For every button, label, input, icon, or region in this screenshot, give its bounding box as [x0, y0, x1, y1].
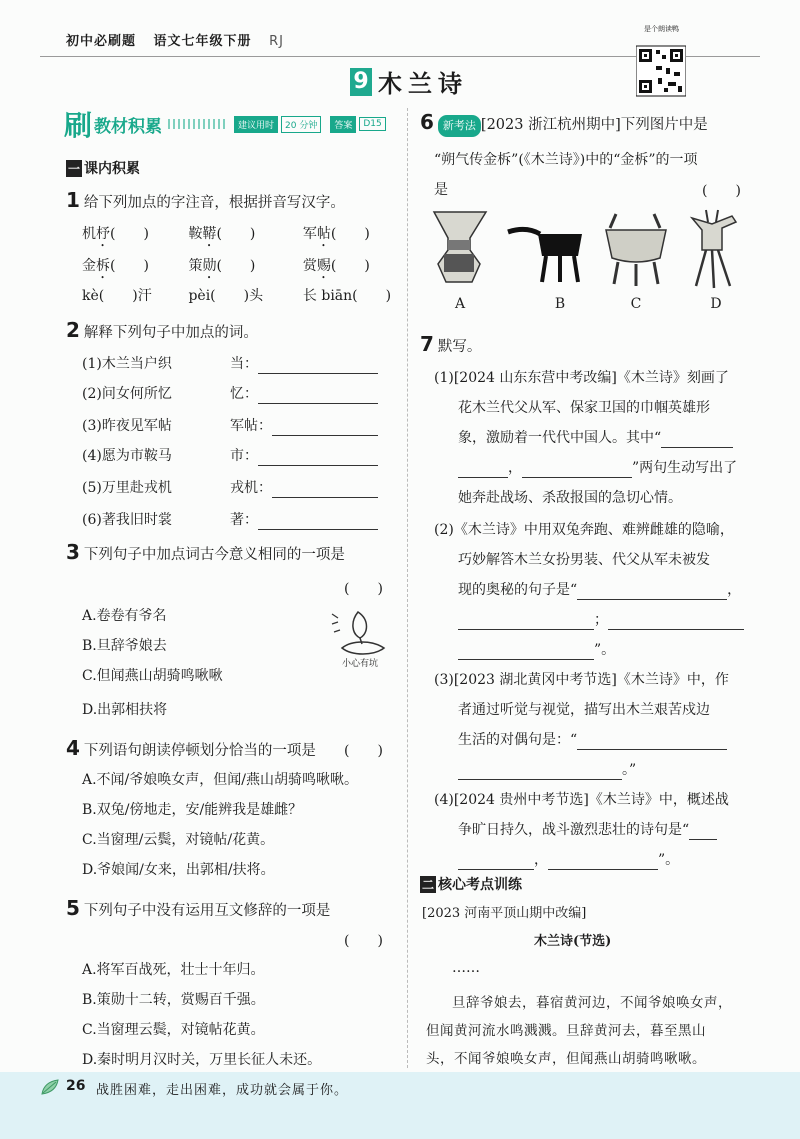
lesson-title	[350, 64, 468, 99]
page-number: 26	[66, 1078, 86, 1094]
q7-line: (1)[2024 山东东营中考改编]《木兰诗》刻画了	[434, 370, 729, 386]
q6-stem-line: 是	[434, 182, 448, 198]
option: A.卷卷有爷名	[82, 608, 167, 624]
answer-blank[interactable]	[577, 733, 727, 750]
option: D.秦时明月汉时关，万里长征人未还。	[82, 1052, 322, 1068]
answer-paren[interactable]: ( )	[344, 743, 383, 759]
answer-blank[interactable]	[577, 583, 727, 600]
image-label: D	[710, 296, 722, 312]
poem-line: 旦辞爷娘去，暮宿黄河边，不闻爷娘唤女声，	[452, 995, 732, 1011]
decorative-dashes	[168, 119, 228, 129]
edition-label: RJ	[269, 34, 284, 49]
q2-item: (4)愿为市鞍马 市：	[82, 446, 378, 466]
vessel-a-icon[interactable]	[434, 212, 486, 282]
vessel-images	[426, 204, 756, 320]
q2-item: (3)昨夜见军帖 军帖：	[82, 416, 378, 436]
answer-blank[interactable]	[258, 513, 378, 530]
time-label: 建议用时	[234, 116, 278, 133]
option: C.但闻燕山胡骑鸣啾啾	[82, 668, 223, 684]
option: B.双兔/傍地走，安/能辨我是雄雌？	[82, 802, 303, 818]
running-header	[66, 30, 296, 49]
new-method-tag: 新考法	[438, 115, 481, 137]
lesson-name: 木兰诗	[378, 70, 468, 98]
section-bar	[64, 104, 389, 144]
answer-blank[interactable]	[661, 431, 733, 448]
q7-line: 巧妙解答木兰女扮男装、代父从军未被发	[458, 552, 710, 568]
answer-blank[interactable]	[258, 387, 378, 404]
question-3: 3 下列句子中加点词古今意义相同的一项是	[66, 540, 345, 564]
q7-line: 象，激励着一代代中国人。其中“	[458, 428, 733, 448]
answer-page: D15	[359, 117, 385, 131]
stamp-text: 小心有坑	[342, 659, 379, 669]
answer-label: 答案	[330, 116, 356, 133]
column-divider	[407, 108, 409, 1068]
pit-warning-illustration	[328, 604, 394, 670]
q7-line: 花木兰代父从军、保家卫国的巾帼英雄形	[458, 400, 710, 416]
q7-line: 现的奥秘的句子是“ ，	[458, 582, 742, 598]
answer-blank[interactable]	[458, 853, 534, 870]
q7-line: ”。	[458, 640, 615, 660]
vessel-d-icon[interactable]	[692, 210, 736, 288]
q7-line: (3)[2023 湖北黄冈中考节选]《木兰诗》中，作	[434, 672, 729, 688]
option: C.当窗理/云鬓，对镜帖/花黄。	[82, 832, 275, 848]
answer-blank[interactable]	[458, 763, 622, 780]
q1-row-3: kè( )汗 pèi( )头 长 biān( )	[82, 288, 392, 304]
q2-item: (2)问女何所忆 忆：	[82, 384, 378, 404]
answer-paren[interactable]: ( )	[702, 183, 741, 199]
answer-blank[interactable]	[458, 643, 594, 660]
answer-blank[interactable]	[272, 419, 378, 436]
poem-line: 头，不闻爷娘唤女声，但闻燕山胡骑鸣啾啾。	[426, 1051, 706, 1067]
reading-title: 木兰诗(节选)	[534, 934, 612, 949]
option: D.爷娘闻/女来，出郭相/扶将。	[82, 862, 275, 878]
question-7: 7 默写。	[420, 332, 482, 356]
option: A.将军百战死，壮士十年归。	[82, 962, 265, 978]
q7-line: (4)[2024 贵州中考节选]《木兰诗》中，概述战	[434, 792, 729, 808]
option: A.不闻/爷娘唤女声，但闻/燕山胡骑鸣啾啾。	[82, 772, 358, 788]
q2-item: (5)万里赴戎机 戎机：	[82, 478, 378, 498]
answer-blank[interactable]	[548, 853, 658, 870]
q7-line: 者通过听觉与视觉，描写出木兰艰苦戍边	[458, 702, 710, 718]
shua-char: 刷	[64, 109, 93, 142]
section-title: 课内积累	[84, 161, 141, 177]
question-4: 4 下列语句朗读停顿划分恰当的一项是	[66, 736, 316, 760]
question-2: 2 解释下列句子中加点的词。	[66, 318, 258, 342]
q2-item: (1)木兰当户织 当：	[82, 354, 378, 374]
section-label: 教材积累	[94, 116, 163, 137]
reading-ellipsis: ……	[452, 960, 480, 976]
answer-blank[interactable]	[458, 461, 508, 478]
answer-blank[interactable]	[608, 613, 744, 630]
option: B.旦辞爷娘去	[82, 638, 167, 654]
answer-blank[interactable]	[272, 481, 378, 498]
option: D.出郭相扶将	[82, 702, 168, 718]
section-heading-2: 二 核心考点训练	[422, 877, 523, 893]
image-label: A	[454, 296, 466, 312]
subject-title: 语文七年级下册	[153, 34, 252, 49]
answer-blank[interactable]	[258, 357, 378, 374]
q6-stem-line: “朔气传金柝”(《木兰诗》)中的“金柝”的一项	[434, 152, 698, 168]
time-value: 20 分钟	[281, 116, 321, 133]
option: B.策勋十二转，赏赐百千强。	[82, 992, 265, 1008]
lesson-number: 9	[350, 68, 372, 96]
q7-line: ， ”。	[458, 850, 679, 870]
q7-line: ， ”两句生动写出了	[458, 458, 737, 478]
section-number: 一	[68, 161, 81, 176]
footer-motto: 战胜困难，走出困难，成功就会属于你。	[96, 1083, 349, 1098]
q1-row-1: 机杼( ) 鞍鞯( ) 军帖( )	[82, 226, 370, 242]
image-label: B	[554, 296, 566, 312]
q7-line: 生活的对偶句是：“	[458, 730, 727, 750]
leaf-icon	[40, 1078, 62, 1096]
question-stem: 给下列加点的字注音，根据拼音写汉字。	[83, 195, 345, 211]
vessel-b-icon[interactable]	[508, 229, 582, 282]
question-6: 6 新考法 [2023 浙江杭州期中]下列图片中是	[420, 112, 708, 137]
q7-line: ；	[458, 610, 744, 630]
section-heading-1	[66, 158, 140, 178]
answer-blank[interactable]	[689, 823, 717, 840]
q2-item: (6)著我旧时裳 著：	[82, 510, 378, 530]
reading-source: [2023 河南平顶山期中改编]	[422, 906, 587, 921]
q7-line: (2)《木兰诗》中用双兔奔跑、难辨雌雄的隐喻，	[434, 522, 734, 538]
answer-blank[interactable]	[522, 461, 632, 478]
image-label: C	[630, 296, 642, 312]
answer-blank[interactable]	[258, 449, 378, 466]
answer-paren[interactable]: ( )	[344, 933, 383, 949]
question-5: 5 下列句子中没有运用互文修辞的一项是	[66, 896, 331, 920]
poem-line: 但闻黄河流水鸣溅溅。旦辞黄河去，暮至黑山	[426, 1023, 706, 1039]
question-1	[66, 190, 345, 213]
book-title: 初中必刷题	[66, 34, 137, 49]
option: C.当窗理云鬓，对镜帖花黄。	[82, 1022, 265, 1038]
q7-line: 争旷日持久，战斗激烈悲壮的诗句是“	[458, 820, 717, 840]
q1-row-2: 金柝( ) 策勋( ) 赏赐( )	[82, 258, 370, 274]
answer-blank[interactable]	[458, 613, 594, 630]
q7-line: 。”	[458, 760, 636, 780]
answer-paren[interactable]: ( )	[344, 581, 383, 597]
vessel-c-icon[interactable]	[606, 214, 666, 286]
qr-caption: 是个朗读鸭	[644, 25, 679, 33]
q7-line: 她奔赴战场、杀敌报国的急切心情。	[458, 490, 682, 506]
qr-code[interactable]	[636, 22, 686, 100]
question-number: 1	[66, 188, 80, 212]
